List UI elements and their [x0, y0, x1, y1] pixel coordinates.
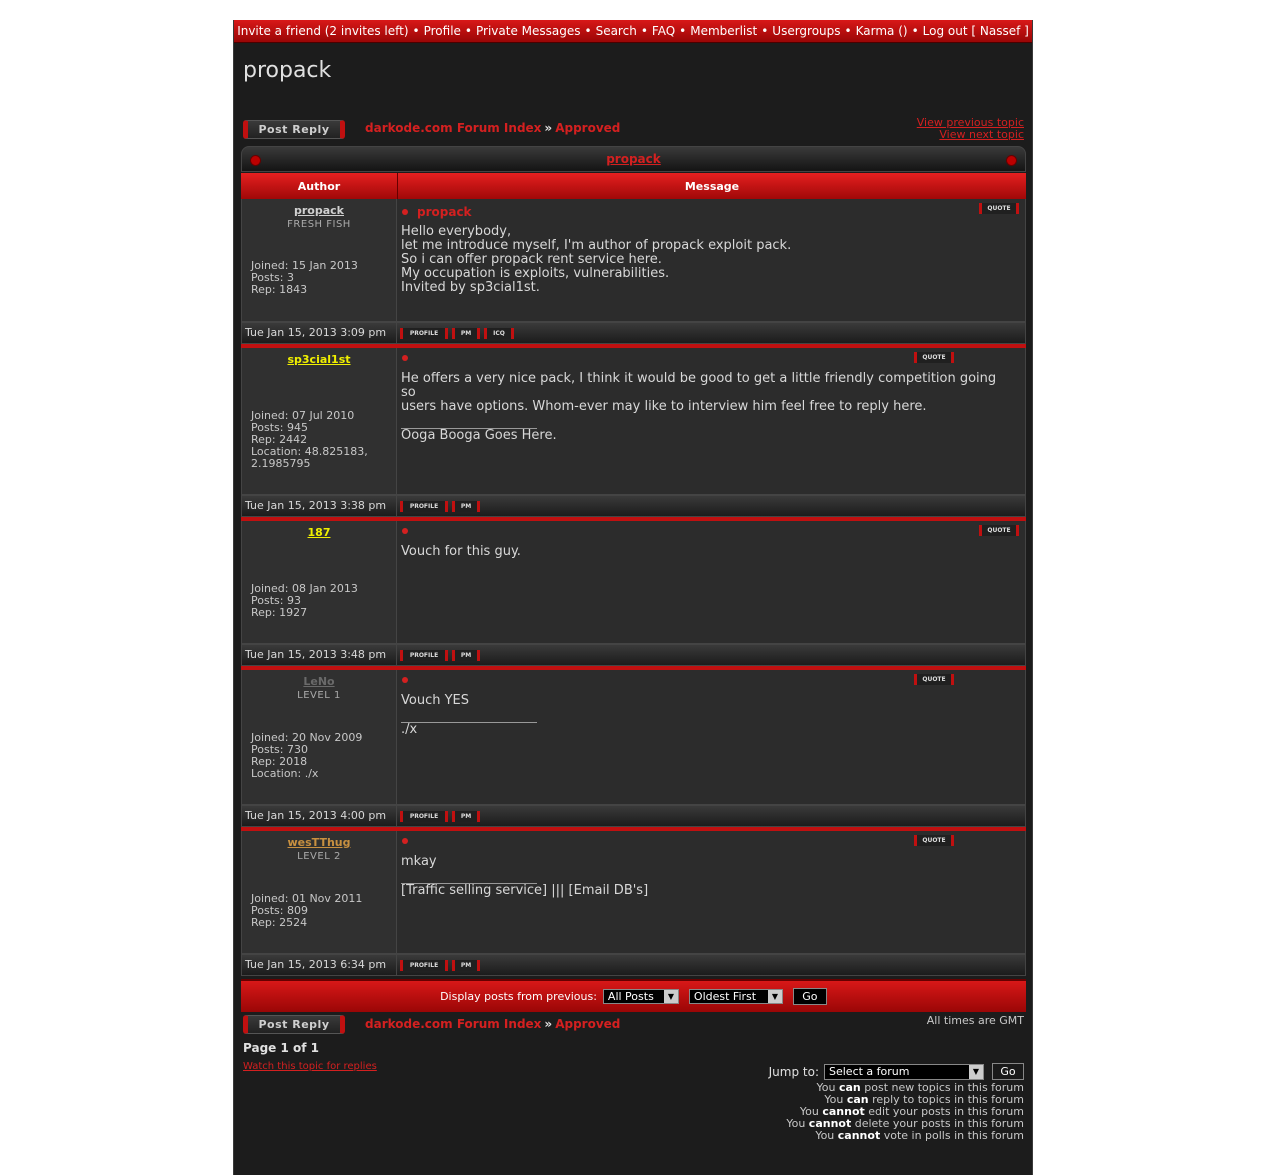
post-body-line: users have options. Whom-ever may like to interview him feel free to reply here.: [401, 399, 927, 414]
author-stat-line: Rep: 2524: [251, 916, 308, 929]
post-icon: [402, 528, 408, 534]
breadcrumb: [365, 121, 620, 135]
profile-button[interactable]: PROFILE: [400, 328, 448, 339]
breadcrumb-forum-link[interactable]: Approved: [555, 1017, 621, 1031]
author-stats: [251, 893, 362, 929]
nav-separator: •: [911, 24, 919, 38]
post-date: Tue Jan 15, 2013 6:34 pm: [241, 954, 397, 976]
post-author-cell: [241, 670, 397, 805]
view-next-topic-link[interactable]: View next topic: [939, 128, 1024, 141]
post-body: [401, 694, 1005, 737]
nav-link-8[interactable]: Log out [ Nassef ]: [922, 24, 1029, 38]
nav-link-0[interactable]: Invite a friend (2 invites left): [237, 24, 409, 38]
post-message-cell: [397, 670, 1026, 805]
author-stat-line: Rep: 2442: [251, 433, 308, 446]
breadcrumb-arrow: »: [544, 1017, 553, 1031]
display-options-bar: [241, 979, 1026, 1012]
post-body-line: Vouch for this guy.: [401, 544, 521, 559]
author-stat-line: Location: 48.825183,: [251, 445, 368, 458]
author-stat-line: Posts: 3: [251, 271, 294, 284]
post-date: Tue Jan 15, 2013 3:09 pm: [241, 322, 397, 344]
author-stat-line: Rep: 2018: [251, 755, 308, 768]
pm-button[interactable]: PM: [452, 960, 480, 971]
author-stat-line: Joined: 07 Jul 2010: [251, 409, 355, 422]
author-stat-line: Posts: 945: [251, 421, 308, 434]
profile-button[interactable]: PROFILE: [400, 501, 448, 512]
post-row: [241, 521, 1026, 644]
permission-prefix: You: [799, 1105, 823, 1118]
post-footer: [241, 805, 1026, 827]
jump-to-form: [769, 1063, 1024, 1080]
quote-button[interactable]: QUOTE: [914, 674, 954, 685]
post-author-cell: [241, 521, 397, 644]
post-message-cell: [397, 521, 1026, 644]
post-action-buttons: [397, 954, 1026, 976]
post-body-line: mkay: [401, 854, 437, 869]
permission-text: vote in polls in this forum: [880, 1129, 1024, 1142]
post-message-cell: [397, 199, 1026, 322]
post-signature: Ooga Booga Goes Here.: [401, 428, 557, 443]
author-stats: [251, 260, 358, 296]
author-stat-line: Joined: 20 Nov 2009: [251, 731, 363, 744]
posts-filter-value: All Posts: [607, 990, 654, 1003]
post-body-line: So i can offer propack rent service here.: [401, 252, 662, 267]
icq-button[interactable]: ICQ: [484, 328, 514, 339]
author-stats: [251, 410, 368, 470]
author-stat-line: Joined: 08 Jan 2013: [251, 582, 358, 595]
profile-button[interactable]: PROFILE: [400, 960, 448, 971]
nav-separator: •: [761, 24, 769, 38]
permission-text: delete your posts in this forum: [851, 1117, 1024, 1130]
post-body-line: He offers a very nice pack, I think it would be good to get a little friendly competition going so: [401, 371, 997, 400]
author-stat-line: Joined: 15 Jan 2013: [251, 259, 358, 272]
post-footer: [241, 644, 1026, 666]
post-body: [401, 545, 1005, 559]
timezone-note: All times are GMT: [926, 1014, 1024, 1027]
post-author-cell: [241, 199, 397, 322]
display-go-button[interactable]: Go: [793, 988, 827, 1005]
breadcrumb-arrow: »: [544, 121, 553, 135]
author-stat-line: 2.1985795: [251, 457, 311, 470]
post-body: [401, 225, 1005, 295]
post-author-cell: [241, 348, 397, 495]
permission-line: [786, 1130, 1024, 1142]
forum-page: [233, 20, 1033, 1175]
permission-prefix: You: [786, 1117, 809, 1130]
author-stat-line: Rep: 1927: [251, 606, 308, 619]
quote-button[interactable]: QUOTE: [914, 835, 954, 846]
post-message-cell: [397, 831, 1026, 954]
permission-prefix: You: [824, 1093, 847, 1106]
author-stats: [251, 583, 358, 619]
permission-prefix: You: [815, 1129, 838, 1142]
post-row: [241, 670, 1026, 805]
post-date: Tue Jan 15, 2013 3:38 pm: [241, 495, 397, 517]
post-icon: [402, 355, 408, 361]
profile-button[interactable]: PROFILE: [400, 650, 448, 661]
jump-go-button[interactable]: Go: [992, 1063, 1024, 1080]
nav-link-2[interactable]: Private Messages: [476, 24, 581, 38]
right-dot-icon: [1006, 155, 1017, 166]
post-body: [401, 855, 1005, 898]
author-stat-line: Posts: 730: [251, 743, 308, 756]
post-footer: [241, 954, 1026, 976]
post-subject: propack: [417, 205, 472, 219]
nav-link-1[interactable]: Profile: [423, 24, 461, 38]
author-rank: LEVEL 2: [297, 851, 341, 862]
column-headers: [241, 173, 1026, 199]
post-row: [241, 199, 1026, 322]
breadcrumb-bottom: [365, 1017, 620, 1031]
post-date: Tue Jan 15, 2013 3:48 pm: [241, 644, 397, 666]
page-title: propack: [243, 58, 332, 83]
profile-button[interactable]: PROFILE: [400, 811, 448, 822]
permission-prefix: You: [816, 1081, 839, 1094]
permission-text: post new topics in this forum: [860, 1081, 1024, 1094]
post-icon: [402, 677, 408, 683]
post-footer: [241, 322, 1026, 344]
post-row: [241, 348, 1026, 495]
post-signature: ./x: [401, 722, 418, 737]
permission-verb: cannot: [837, 1129, 881, 1142]
post-reply-button[interactable]: Post Reply: [243, 120, 345, 139]
pagination: Page 1 of 1: [243, 1041, 319, 1055]
nav-link-6[interactable]: Usergroups: [772, 24, 841, 38]
author-stat-line: Joined: 01 Nov 2011: [251, 892, 363, 905]
pm-button[interactable]: PM: [452, 650, 480, 661]
permission-verb: can: [838, 1081, 861, 1094]
top-navigation: [234, 20, 1032, 43]
post-body-line: Invited by sp3cial1st.: [401, 280, 540, 295]
post-action-buttons: [397, 322, 1026, 344]
permission-text: edit your posts in this forum: [864, 1105, 1024, 1118]
post-body-line: My occupation is exploits, vulnerabilities.: [401, 266, 670, 281]
display-label: Display posts from previous:: [440, 990, 597, 1003]
quote-button[interactable]: QUOTE: [979, 203, 1019, 214]
post-action-buttons: [397, 495, 1026, 517]
post: [241, 199, 1026, 344]
nav-link-7[interactable]: Karma (): [855, 24, 908, 38]
post-icon: [402, 838, 408, 844]
nav-separator: •: [412, 24, 420, 38]
author-name-link[interactable]: wesTThug: [287, 836, 351, 849]
nav-separator: •: [584, 24, 592, 38]
author-rank: LEVEL 1: [297, 690, 341, 701]
author-rank: FRESH FISH: [287, 219, 351, 230]
post: [241, 666, 1026, 827]
breadcrumb-index-link[interactable]: darkode.com Forum Index: [365, 121, 542, 135]
sort-order-select[interactable]: [689, 989, 783, 1004]
breadcrumb-forum-link[interactable]: Approved: [555, 121, 621, 135]
nav-link-3[interactable]: Search: [595, 24, 637, 38]
topic-title-link[interactable]: propack: [606, 152, 661, 166]
post-row: [241, 831, 1026, 954]
author-name-link[interactable]: 187: [307, 526, 331, 539]
topic-table-header: [241, 146, 1026, 172]
post-message-cell: [397, 348, 1026, 495]
post-footer: [241, 495, 1026, 517]
post-reply-button-bottom[interactable]: Post Reply: [243, 1015, 345, 1034]
post-date: Tue Jan 15, 2013 4:00 pm: [241, 805, 397, 827]
author-stat-line: Posts: 809: [251, 904, 308, 917]
post-signature: [Traffic selling service] ||| [Email DB's]: [401, 883, 649, 898]
chevron-down-icon: ▼: [664, 990, 678, 1003]
left-dot-icon: [250, 155, 261, 166]
message-column-header: Message: [684, 179, 740, 193]
permission-verb: can: [846, 1093, 869, 1106]
nav-link-4[interactable]: FAQ: [651, 24, 676, 38]
chevron-down-icon: ▼: [969, 1065, 983, 1079]
post-action-buttons: [397, 644, 1026, 666]
post-body-line: let me introduce myself, I'm author of propack exploit pack.: [401, 238, 792, 253]
breadcrumb-index-link[interactable]: darkode.com Forum Index: [365, 1017, 542, 1031]
quote-button[interactable]: QUOTE: [914, 352, 954, 363]
chevron-down-icon: ▼: [768, 990, 782, 1003]
view-previous-topic-link[interactable]: View previous topic: [916, 116, 1024, 129]
author-stat-line: Posts: 93: [251, 594, 301, 607]
nav-link-5[interactable]: Memberlist: [690, 24, 758, 38]
author-name-link[interactable]: propack: [294, 204, 344, 217]
nav-separator: •: [464, 24, 472, 38]
author-column-header: Author: [241, 173, 398, 199]
permission-verb: cannot: [822, 1105, 865, 1118]
post-body-line: Vouch YES: [401, 693, 470, 708]
permission-verb: cannot: [808, 1117, 852, 1130]
quote-button[interactable]: QUOTE: [979, 525, 1019, 536]
nav-separator: •: [640, 24, 648, 38]
author-stat-line: Location: ./x: [251, 767, 319, 780]
sort-order-value: Oldest First: [693, 990, 757, 1003]
author-name-link[interactable]: sp3cial1st: [287, 353, 351, 366]
jump-forum-select[interactable]: [824, 1064, 984, 1080]
post-body-line: Hello everybody,: [401, 224, 512, 239]
post-action-buttons: [397, 805, 1026, 827]
post: [241, 827, 1026, 976]
post-author-cell: [241, 831, 397, 954]
nav-separator: •: [679, 24, 687, 38]
permission-text: reply to topics in this forum: [868, 1093, 1024, 1106]
watch-topic-link[interactable]: Watch this topic for replies: [243, 1061, 377, 1072]
permissions-list: [786, 1082, 1024, 1142]
topic-navigation: [917, 117, 1024, 141]
jump-label: Jump to:: [768, 1064, 819, 1079]
posts-filter-select[interactable]: [603, 989, 679, 1004]
pm-button[interactable]: PM: [452, 328, 480, 339]
post: [241, 344, 1026, 517]
pm-button[interactable]: PM: [452, 501, 480, 512]
post: [241, 517, 1026, 666]
nav-separator: •: [844, 24, 852, 38]
post-body: [401, 372, 1005, 443]
pm-button[interactable]: PM: [452, 811, 480, 822]
author-stats: [251, 732, 362, 780]
post-icon: [402, 209, 408, 215]
jump-forum-value: Select a forum: [829, 1065, 910, 1078]
author-name-link[interactable]: LeNo: [303, 675, 335, 688]
author-stat-line: Rep: 1843: [251, 283, 308, 296]
